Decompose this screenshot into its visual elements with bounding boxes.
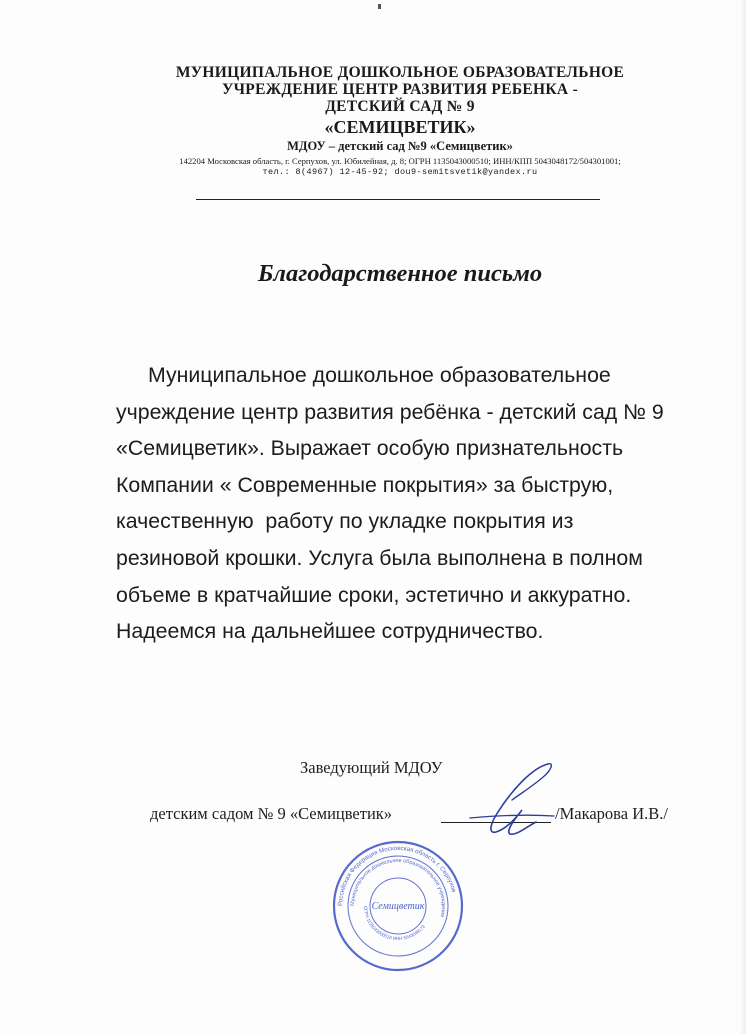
organization-stamp — [330, 838, 466, 974]
letterhead-org-line-1: МУНИЦИПАЛЬНОЕ ДОШКОЛЬНОЕ ОБРАЗОВАТЕЛЬНОЕ — [175, 64, 625, 81]
body-line: Муниципальное дошкольное образовательное — [148, 363, 611, 387]
letterhead-org-line-3: ДЕТСКИЙ САД № 9 — [325, 98, 475, 115]
body-line: резиновой крошки. Услуга была выполнена в полном — [116, 545, 643, 570]
body-line: качественную работу по укладке покрытия из — [116, 509, 574, 534]
letterhead-short-name: МДОУ – детский сад №9 «Семицветик» — [287, 139, 513, 153]
signatory-name: /Макарова И.В./ — [555, 804, 668, 823]
body-line: учреждение центр развития ребёнка - детский сад № 9 — [116, 399, 664, 424]
letterhead-contacts: тел.: 8(4967) 12-45-92; dou9-semitsvetik@yandex.ru — [262, 167, 538, 177]
body-line: Компании « Современные покрытия» за быструю, — [116, 472, 614, 497]
signatory-organization: детским садом № 9 «Семицветик» — [150, 804, 393, 823]
letterhead-address: 142204 Московская область, г. Серпухов, ул. Юбилейная, д. 8; ОГРН 1135043000510; ИНН/КПП 5043048172/504301001; — [179, 156, 621, 166]
body-line: объеме в кратчайшие сроки, эстетично и аккуратно. — [116, 582, 632, 607]
letterhead-divider — [196, 199, 600, 200]
handwritten-signature — [462, 760, 562, 850]
body-line: Надеемся на дальнейшее сотрудничество. — [116, 619, 544, 644]
page-edge-shadow — [740, 0, 746, 1034]
letterhead-org-line-2: УЧРЕЖДЕНИЕ ЦЕНТР РАЗВИТИЯ РЕБЕНКА - — [221, 81, 579, 98]
signatory-position: Заведующий МДОУ — [300, 758, 443, 777]
stamp-center-text: Семицветик — [371, 901, 425, 912]
stamp-ogrn-text: ОГРН 1135043000510 ИНН 5043048172 — [362, 905, 427, 942]
letterhead — [100, 64, 700, 177]
letter-body — [116, 357, 676, 650]
stamp-inner-text: Муниципальное дошкольное образовательное учреждение — [349, 857, 447, 918]
document-title: Благодарственное письмо — [257, 260, 543, 287]
body-line: «Семицветик». Выражает особую признательность — [116, 436, 624, 461]
stamp-outer-text: Российская Федерация Московская область г. Серпухов — [336, 844, 458, 907]
letterhead-org-name: «СЕМИЦВЕТИК» — [324, 117, 476, 137]
scan-mark — [378, 4, 381, 9]
